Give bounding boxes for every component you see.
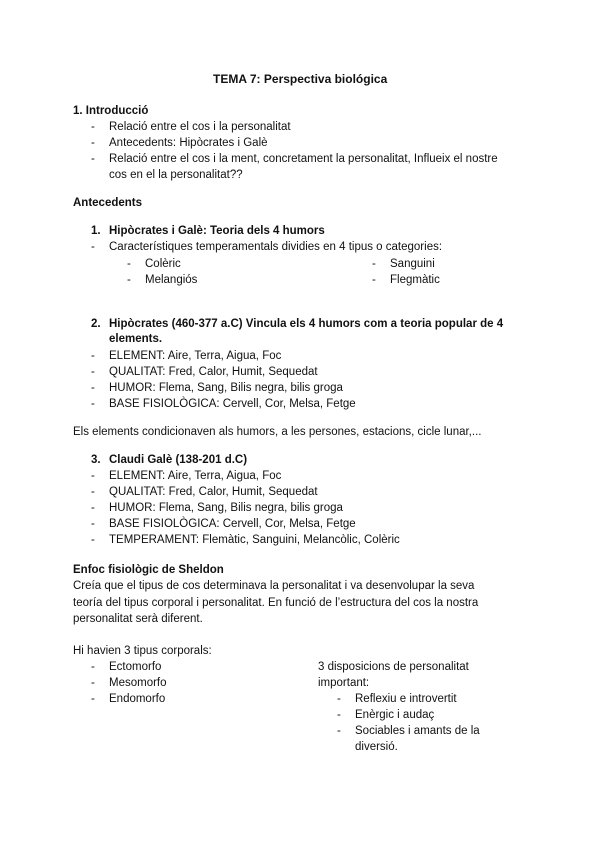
humor-item: Sanguini — [390, 258, 435, 270]
body-type-item: Mesomorfo — [109, 677, 167, 689]
section-number: 1. — [91, 225, 101, 237]
section-title-continuation: elements. — [109, 333, 163, 345]
bullet: - — [372, 274, 376, 286]
page-title: TEMA 7: Perspectiva biológica — [213, 72, 388, 86]
intro-heading: 1. Introducció — [73, 105, 149, 117]
disposition-intro: 3 disposicions de personalitat — [318, 661, 469, 673]
intro-item-continuation: cos en el la personalitat?? — [109, 169, 243, 181]
disposition-item: Enèrgic i audaç — [355, 709, 435, 721]
section-number: 2. — [91, 318, 101, 330]
section-title: Hipòcrates (460-377 a.C) Vincula els 4 humors com a teoria popular de 4 — [109, 318, 504, 330]
intro-item: Relació entre el cos i la personalitat — [109, 121, 291, 133]
bullet: - — [91, 470, 95, 482]
sheldon-heading: Enfoc fisiològic de Sheldon — [73, 564, 224, 576]
humor-item: Flegmàtic — [390, 274, 440, 286]
bullet: - — [91, 661, 95, 673]
bullet: - — [91, 502, 95, 514]
list-item: Característiques temperamentals dividies en 4 tipus o categories: — [109, 241, 443, 253]
bullet: - — [337, 725, 341, 737]
list-item: BASE FISIOLÒGICA: Cervell, Cor, Melsa, Fetge — [109, 398, 356, 410]
humor-item: Colèric — [145, 258, 181, 270]
bullet: - — [91, 486, 95, 498]
list-item: ELEMENT: Aire, Terra, Aigua, Foc — [109, 350, 282, 362]
bullet: - — [91, 241, 95, 253]
antecedents-heading: Antecedents — [73, 197, 143, 209]
bullet: - — [91, 137, 95, 149]
intro-item: Relació entre el cos i la ment, concretament la personalitat, Influeix el nostre — [109, 153, 498, 165]
list-item: ELEMENT: Aire, Terra, Aigua, Foc — [109, 470, 282, 482]
bullet: - — [127, 258, 131, 270]
bullet: - — [91, 121, 95, 133]
disposition-item: Sociables i amants de la — [355, 725, 480, 737]
bullet: - — [91, 677, 95, 689]
list-item: BASE FISIOLÒGICA: Cervell, Cor, Melsa, Fetge — [109, 518, 356, 530]
disposition-item-continuation: diversió. — [355, 741, 398, 753]
bullet: - — [337, 693, 341, 705]
bullet: - — [127, 274, 131, 286]
bullet: - — [91, 534, 95, 546]
disposition-intro-continuation: important: — [318, 677, 370, 689]
bullet: - — [91, 153, 95, 165]
bullet: - — [91, 382, 95, 394]
list-item: QUALITAT: Fred, Calor, Humit, Sequedat — [109, 486, 318, 498]
bullet: - — [91, 366, 95, 378]
intro-item: Antecedents: Hipòcrates i Galè — [109, 137, 268, 149]
list-item: QUALITAT: Fred, Calor, Humit, Sequedat — [109, 366, 318, 378]
bullet: - — [91, 398, 95, 410]
section-title: Hipòcrates i Galè: Teoria dels 4 humors — [109, 225, 325, 237]
paragraph-line: personalitat serà diferent. — [73, 613, 203, 625]
bullet: - — [337, 709, 341, 721]
list-item: HUMOR: Flema, Sang, Bilis negra, bilis groga — [109, 382, 343, 394]
bullet: - — [91, 350, 95, 362]
disposition-item: Reflexiu e introvertit — [355, 693, 457, 705]
humor-item: Melangiós — [145, 274, 198, 286]
body-type-item: Endomorfo — [109, 693, 166, 705]
bullet: - — [372, 258, 376, 270]
bullet: - — [91, 518, 95, 530]
paragraph-line: Creía que el tipus de cos determinava la personalitat i va desenvolupar la seva — [73, 580, 475, 592]
body-type-item: Ectomorfo — [109, 661, 162, 673]
types-intro: Hi havien 3 tipus corporals: — [73, 645, 212, 657]
section-number: 3. — [91, 454, 101, 466]
section-title: Claudi Galè (138-201 d.C) — [109, 454, 248, 466]
list-item: TEMPERAMENT: Flemàtic, Sanguini, Melancòlic, Colèric — [109, 534, 400, 546]
paragraph: Els elements condicionaven als humors, a les persones, estacions, cicle lunar,... — [73, 426, 482, 438]
list-item: HUMOR: Flema, Sang, Bilis negra, bilis groga — [109, 502, 343, 514]
bullet: - — [91, 693, 95, 705]
paragraph-line: teoría del tipus corporal i personalitat. En funció de l’estructura del cos la nostra — [73, 597, 479, 609]
